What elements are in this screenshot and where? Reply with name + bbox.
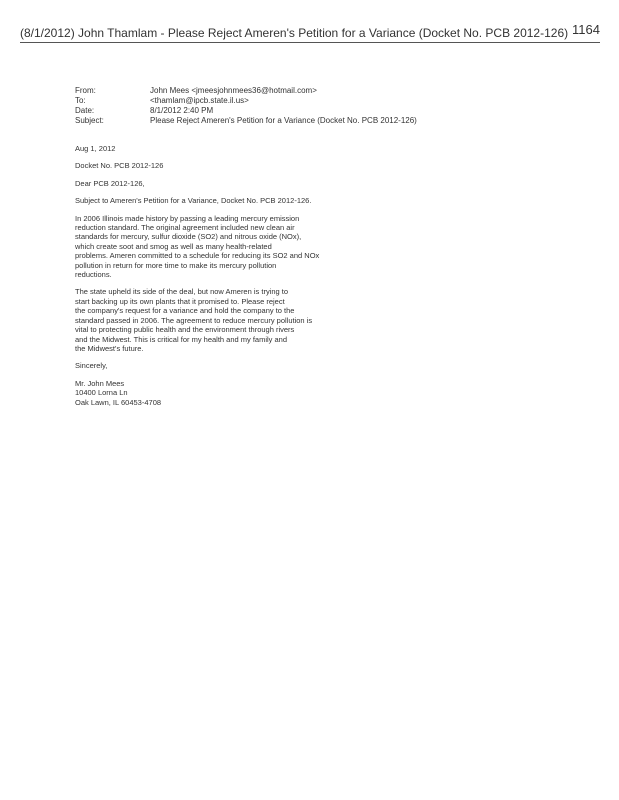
- meta-key: Subject:: [75, 116, 104, 125]
- letter-body: [75, 144, 355, 415]
- letter-docket: Docket No. PCB 2012-126: [75, 161, 164, 171]
- text-line: reductions.: [75, 270, 112, 280]
- signature-block: [75, 379, 355, 407]
- text-line: standards for mercury, sulfur dioxide (SO2) and nitrous oxide (NOx),: [75, 232, 302, 242]
- signature-city: Oak Lawn, IL 60453-4708: [75, 397, 162, 407]
- meta-date: [75, 106, 417, 116]
- header-rule: [20, 42, 600, 43]
- text-line: The state upheld its side of the deal, but now Ameren is trying to: [75, 287, 289, 297]
- signature-name: Mr. John Mees: [75, 378, 125, 388]
- text-line: and the Midwest. This is critical for my health and my family and: [75, 334, 288, 344]
- meta-value: Please Reject Ameren's Petition for a Variance (Docket No. PCB 2012-126): [150, 116, 417, 125]
- meta-subject: [75, 116, 417, 126]
- meta-value: 8/1/2012 2:40 PM: [150, 106, 214, 115]
- header-title: (8/1/2012) John Thamlam - Please Reject Ameren's Petition for a Variance (Docket No. PCB 2012-126): [20, 26, 569, 40]
- meta-key: To:: [75, 96, 86, 105]
- letter-date: Aug 1, 2012: [75, 144, 116, 153]
- text-line: start backing up its own plants that it promised to. Please reject: [75, 296, 285, 306]
- text-line: reduction standard. The original agreement included new clean air: [75, 223, 295, 233]
- email-meta: [75, 86, 417, 126]
- letter-closing: Sincerely,: [75, 361, 108, 371]
- meta-value: John Mees <jmeesjohnmees36@hotmail.com>: [150, 86, 317, 95]
- text-line: problems. Ameren committed to a schedule for reducing its SO2 and NOx: [75, 251, 320, 261]
- meta-key: From:: [75, 86, 96, 95]
- paragraph-1: [75, 214, 355, 280]
- page-number: 1164: [572, 22, 600, 37]
- letter-salutation: Dear PCB 2012-126,: [75, 178, 145, 188]
- text-line: vital to protecting public health and the environment through rivers: [75, 325, 295, 335]
- meta-key: Date:: [75, 106, 95, 115]
- text-line: which create soot and smog as well as many health-related: [75, 241, 272, 251]
- meta-to: [75, 96, 417, 106]
- text-line: In 2006 Illinois made history by passing a leading mercury emission: [75, 213, 300, 223]
- meta-value: <thamlam@ipcb.state.il.us>: [150, 96, 249, 105]
- text-line: the company's request for a variance and hold the company to the: [75, 306, 295, 316]
- paragraph-2: [75, 287, 355, 353]
- letter-subject-line: Subject to Ameren's Petition for a Variance, Docket No. PCB 2012-126.: [75, 196, 312, 206]
- text-line: the Midwest's future.: [75, 343, 144, 353]
- text-line: pollution in return for more time to make its mercury pollution: [75, 260, 277, 270]
- text-line: standard passed in 2006. The agreement to reduce mercury pollution is: [75, 315, 313, 325]
- signature-street: 10400 Lorna Ln: [75, 388, 128, 398]
- meta-from: [75, 86, 417, 96]
